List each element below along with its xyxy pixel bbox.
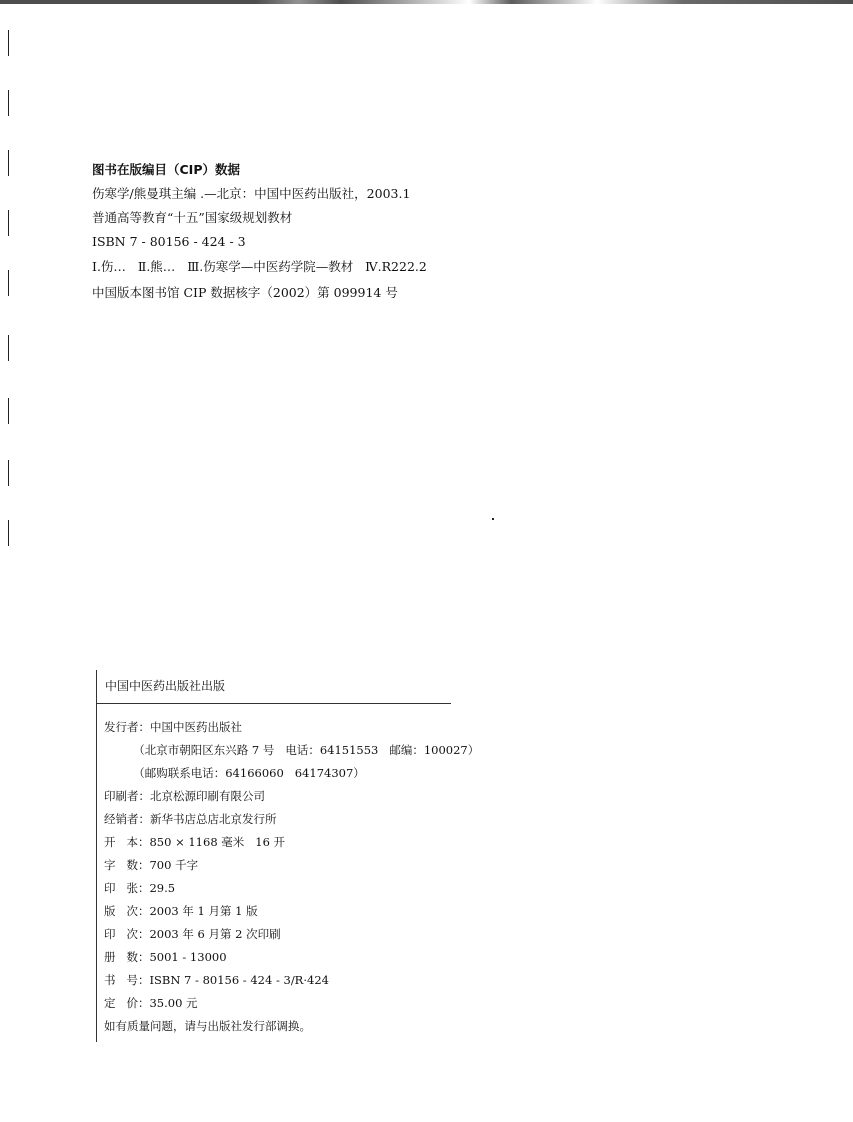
- imprint-line: 版 次：2003 年 1 月第 1 版: [104, 904, 258, 918]
- scan-speck: [492, 518, 494, 520]
- cip-classification: Ⅰ.伤… Ⅱ.熊… Ⅲ.伤寒学—中医药学院—教材 Ⅳ.R222.2: [92, 259, 427, 274]
- imprint-line: 字 数：700 千字: [104, 858, 199, 872]
- scan-margin-mark: [8, 398, 9, 424]
- scan-margin-mark: [8, 520, 9, 546]
- scan-margin-mark: [8, 335, 9, 361]
- scan-margin-mark: [8, 270, 9, 296]
- scan-margin-mark: [8, 30, 9, 56]
- imprint-line: 发行者：中国中医药出版社: [104, 720, 242, 734]
- imprint-line: 印刷者：北京松源印刷有限公司: [104, 789, 265, 803]
- cip-line: 伤寒学/熊曼琪主编 .—北京：中国中医药出版社，2003.1: [92, 186, 411, 201]
- imprint-line: 定 价：35.00 元: [104, 996, 198, 1010]
- cip-record-number: 中国版本图书馆 CIP 数据核字（2002）第 099914 号: [92, 285, 398, 300]
- scan-margin-mark: [8, 90, 9, 116]
- scan-margin-mark: [8, 210, 9, 236]
- imprint-line: 经销者：新华书店总店北京发行所: [104, 812, 277, 826]
- imprint-line: 印 张：29.5: [104, 881, 176, 895]
- imprint-border: [96, 670, 97, 1042]
- cip-line: 普通高等教育“十五”国家级规划教材: [92, 210, 293, 225]
- imprint-line: （邮购联系电话：64166060 64174307）: [104, 766, 365, 780]
- imprint-line: （北京市朝阳区东兴路 7 号 电话：64151553 邮编：100027）: [104, 743, 480, 757]
- imprint-line: 开 本：850 × 1168 毫米 16 开: [104, 835, 286, 849]
- cip-title: 图书在版编目（CIP）数据: [92, 162, 240, 177]
- imprint-line: 册 数：5001 - 13000: [104, 950, 227, 964]
- scan-margin-mark: [8, 460, 9, 486]
- imprint-publisher: 中国中医药出版社出版: [105, 679, 226, 693]
- imprint-line: 印 次：2003 年 6 月第 2 次印刷: [104, 927, 281, 941]
- imprint-line: 如有质量问题，请与出版社发行部调换。: [104, 1019, 311, 1033]
- imprint-line: 书 号：ISBN 7 - 80156 - 424 - 3/R·424: [104, 973, 329, 987]
- imprint-rule: [96, 703, 451, 704]
- scan-edge-noise: [0, 0, 853, 4]
- scan-margin-mark: [8, 150, 9, 176]
- cip-isbn: ISBN 7 - 80156 - 424 - 3: [92, 234, 246, 249]
